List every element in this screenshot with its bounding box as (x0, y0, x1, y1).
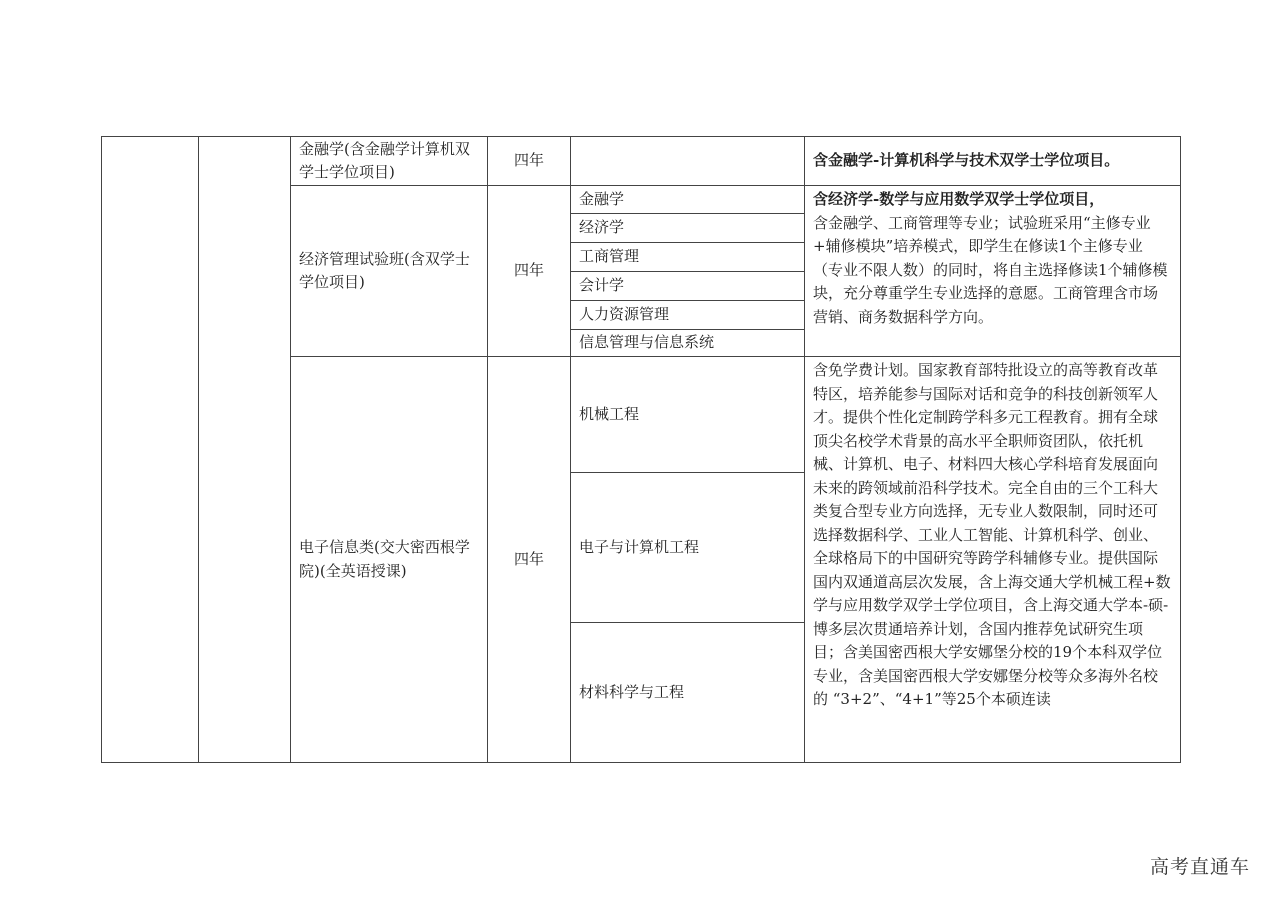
admissions-table (101, 136, 1181, 763)
duration-cell: 四年 (488, 186, 571, 357)
notes-text: 含金融学、工商管理等专业；试验班采用“主修专业+辅修模块”培养模式，即学生在修读1个主修专业（专业不限人数）的同时，将自主选择修读1个辅修模块，充分尊重学生专业选择的意愿。工商管理含市场营销、商务数据科学方向。 (813, 213, 1168, 326)
subcategory-cell (199, 137, 291, 763)
program-name-cell: 经济管理试验班(含双学士学位项目) (291, 186, 488, 357)
major-cell: 信息管理与信息系统 (571, 330, 805, 357)
major-cell: 会计学 (571, 272, 805, 301)
watermark-logo-text: 高考直通车 (1149, 856, 1250, 878)
notes-bold-text: 含金融学-计算机科学与技术双学士学位项目。 (813, 151, 1120, 170)
major-cell: 电子与计算机工程 (571, 473, 805, 623)
table-row (102, 137, 1181, 186)
program-name-cell: 电子信息类(交大密西根学院)(全英语授课) (291, 357, 488, 763)
notes-cell (805, 137, 1181, 186)
category-cell (102, 137, 199, 763)
duration-cell: 四年 (488, 357, 571, 763)
notes-cell (805, 357, 1181, 763)
duration-cell: 四年 (488, 137, 571, 186)
notes-text: 含免学费计划。国家教育部特批设立的高等教育改革特区，培养能参与国际对话和竞争的科技创新领军人才。提供个性化定制跨学科多元工程教育。拥有全球顶尖名校学术背景的高水平全职师资团队，依托机械、计算机、电子、材料四大核心学科培育发展面向未来的跨领域前沿科学技术。完全自由的三个工科大类复合型专业方向选择，无专业人数限制，同时还可选择数据科学、工业人工智能、计算机科学、创业、全球格局下的中国研究等跨学科辅修专业。提供国际国内双通道高层次发展，含上海交通大学机械工程+数学与应用数学双学士学位项目，含上海交通大学本-硕-博多层次贯通培养计划，含国内推荐免试研究生项目；含美国密西根大学安娜堡分校的19个本科双学位专业，含美国密西根大学安娜堡分校等众多海外名校的 “3+2”、“4+1”等25个本硕连读 (813, 361, 1171, 708)
program-name-cell: 金融学(含金融学计算机双学士学位项目) (291, 137, 488, 186)
notes-bold-text: 含经济学-数学与应用数学双学士学位项目， (813, 190, 1105, 208)
major-cell: 工商管理 (571, 243, 805, 272)
major-cell: 经济学 (571, 214, 805, 243)
major-cell: 人力资源管理 (571, 301, 805, 330)
major-cell: 金融学 (571, 186, 805, 214)
notes-cell (805, 186, 1181, 357)
major-cell: 机械工程 (571, 357, 805, 473)
major-cell: 材料科学与工程 (571, 623, 805, 763)
major-cell (571, 137, 805, 186)
